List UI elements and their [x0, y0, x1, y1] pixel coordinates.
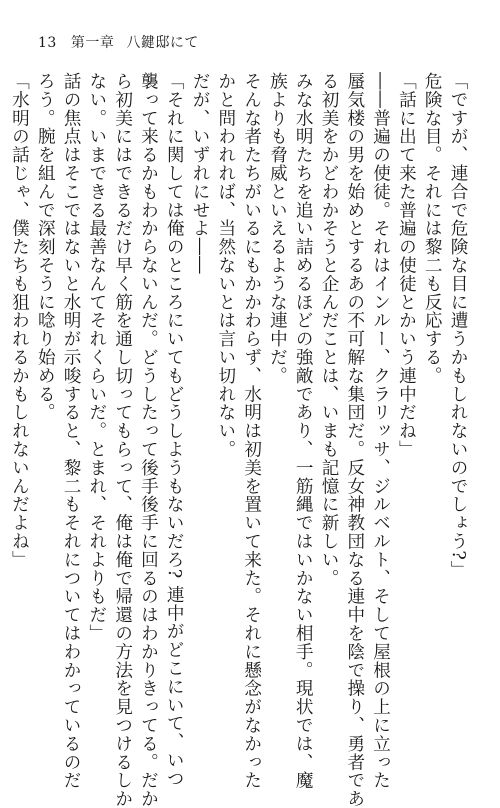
text-line: 襲って来るかもわからないんだ。どうしたって後手後手に回るのはわかりきってる。だか — [138, 72, 159, 808]
chapter-label: 第一章 — [70, 35, 115, 51]
text-line: 危険な目。それには黎二も反応する。 — [422, 72, 443, 385]
text-line: ない。いまできる最善なんてそれくらいだ。とまれ、それよりもだ」 — [86, 72, 107, 643]
text-line: ――普遍の使徒。それはインルー、クラリッサ、ジルベルト、そして屋根の上に立った — [370, 72, 391, 790]
text-line: 「それに関しては俺のところにいてもどうしようもないだろ? 連中がどこにいて、いつ — [164, 72, 185, 788]
text-line: かと問われれば、当然ないとは言い切れない。 — [215, 72, 236, 459]
text-line: みな水明たちを追い詰めるほどの強敵であり、一筋縄ではいかない相手。現状では、魔 — [293, 72, 314, 790]
text-line: 「水明の話じゃ、僕たちも狙われるかもしれないんだよね」 — [9, 72, 30, 569]
text-line: ろう。腕を組んで深刻そうに唸り始める。 — [35, 72, 56, 422]
text-line: 話の焦点はそこではないと水明が示唆すると、黎二もそれについてはわかっているのだ — [61, 72, 82, 790]
text-line: 族よりも脅威といえるような連中だ。 — [267, 72, 288, 385]
vertical-body-text — [9, 72, 470, 808]
text-line: 蜃気楼の男を始めとするあの不可解な集団だ。反女神教団なる連中を陰で操り、勇者であ — [344, 72, 365, 808]
text-line: だが、いずれにせよ―― — [190, 72, 211, 275]
text-line: そんな者たちがいるにもかかわらず、水明は初美を置いて来た。それに懸念がなかった — [241, 72, 262, 790]
page-number: 13 — [38, 35, 57, 51]
text-line: る初美をかどわかそうと企んだことは、いまも記憶に新しい。 — [319, 72, 340, 588]
text-line: 「話に出て来た普遍の使徒とかいう連中だね」 — [396, 72, 417, 459]
text-line: ら初美にはできるだけ早く筋を通し切ってもらって、俺は俺で帰還の方法を見つけるしか — [112, 72, 133, 808]
text-line: 「ですが、連合で危険な目に遭うかもしれないのでしょう?」 — [448, 72, 468, 580]
running-header — [38, 32, 199, 52]
chapter-title: 八鍵邸にて — [126, 35, 199, 51]
